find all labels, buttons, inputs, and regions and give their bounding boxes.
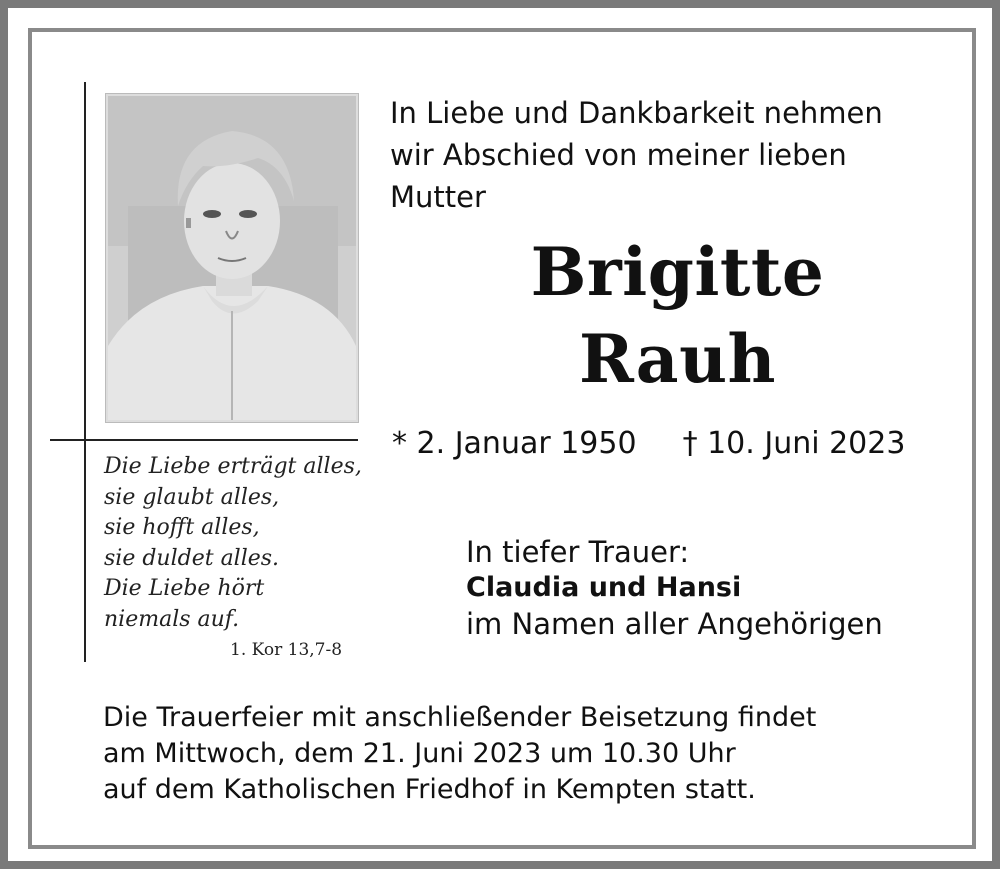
mourners-block bbox=[466, 534, 883, 642]
verse-line: sie glaubt alles, bbox=[104, 484, 280, 510]
funeral-line: am Mittwoch, dem 21. Juni 2023 um 10.30 Uhr bbox=[103, 738, 736, 769]
verse-line: Die Liebe hört bbox=[104, 576, 265, 601]
last-name: Rauh bbox=[578, 320, 777, 398]
funeral-info bbox=[103, 700, 816, 808]
intro-text bbox=[390, 92, 970, 218]
verse-reference: 1. Kor 13,7-8 bbox=[230, 640, 343, 660]
verse-line: niemals auf. bbox=[104, 606, 240, 632]
mourners-note: im Namen aller Angehörigen bbox=[466, 607, 883, 641]
verse-line: sie duldet alles. bbox=[104, 545, 280, 571]
verse-line: sie hofft alles, bbox=[104, 515, 260, 540]
verse-line: Die Liebe erträgt alles, bbox=[104, 454, 362, 479]
intro-line: Mutter bbox=[390, 180, 486, 214]
horizontal-divider bbox=[50, 439, 358, 441]
death-date: † 10. Juni 2023 bbox=[682, 426, 906, 461]
bible-verse bbox=[104, 452, 366, 635]
first-name: Brigitte bbox=[530, 233, 825, 311]
portrait-photo bbox=[106, 94, 358, 422]
funeral-line: Die Trauerfeier mit anschließender Beisetzung findet bbox=[103, 702, 817, 733]
intro-line: wir Abschied von meiner lieben bbox=[390, 138, 847, 172]
mourners-names: Claudia und Hansi bbox=[466, 572, 742, 603]
life-dates bbox=[392, 426, 905, 461]
funeral-line: auf dem Katholischen Friedhof in Kempten statt. bbox=[103, 774, 756, 805]
mourners-heading: In tiefer Trauer: bbox=[466, 535, 690, 569]
birth-date: * 2. Januar 1950 bbox=[392, 426, 637, 461]
intro-line: In Liebe und Dankbarkeit nehmen bbox=[390, 96, 883, 130]
vertical-divider bbox=[84, 82, 86, 662]
obituary-card bbox=[8, 8, 992, 861]
